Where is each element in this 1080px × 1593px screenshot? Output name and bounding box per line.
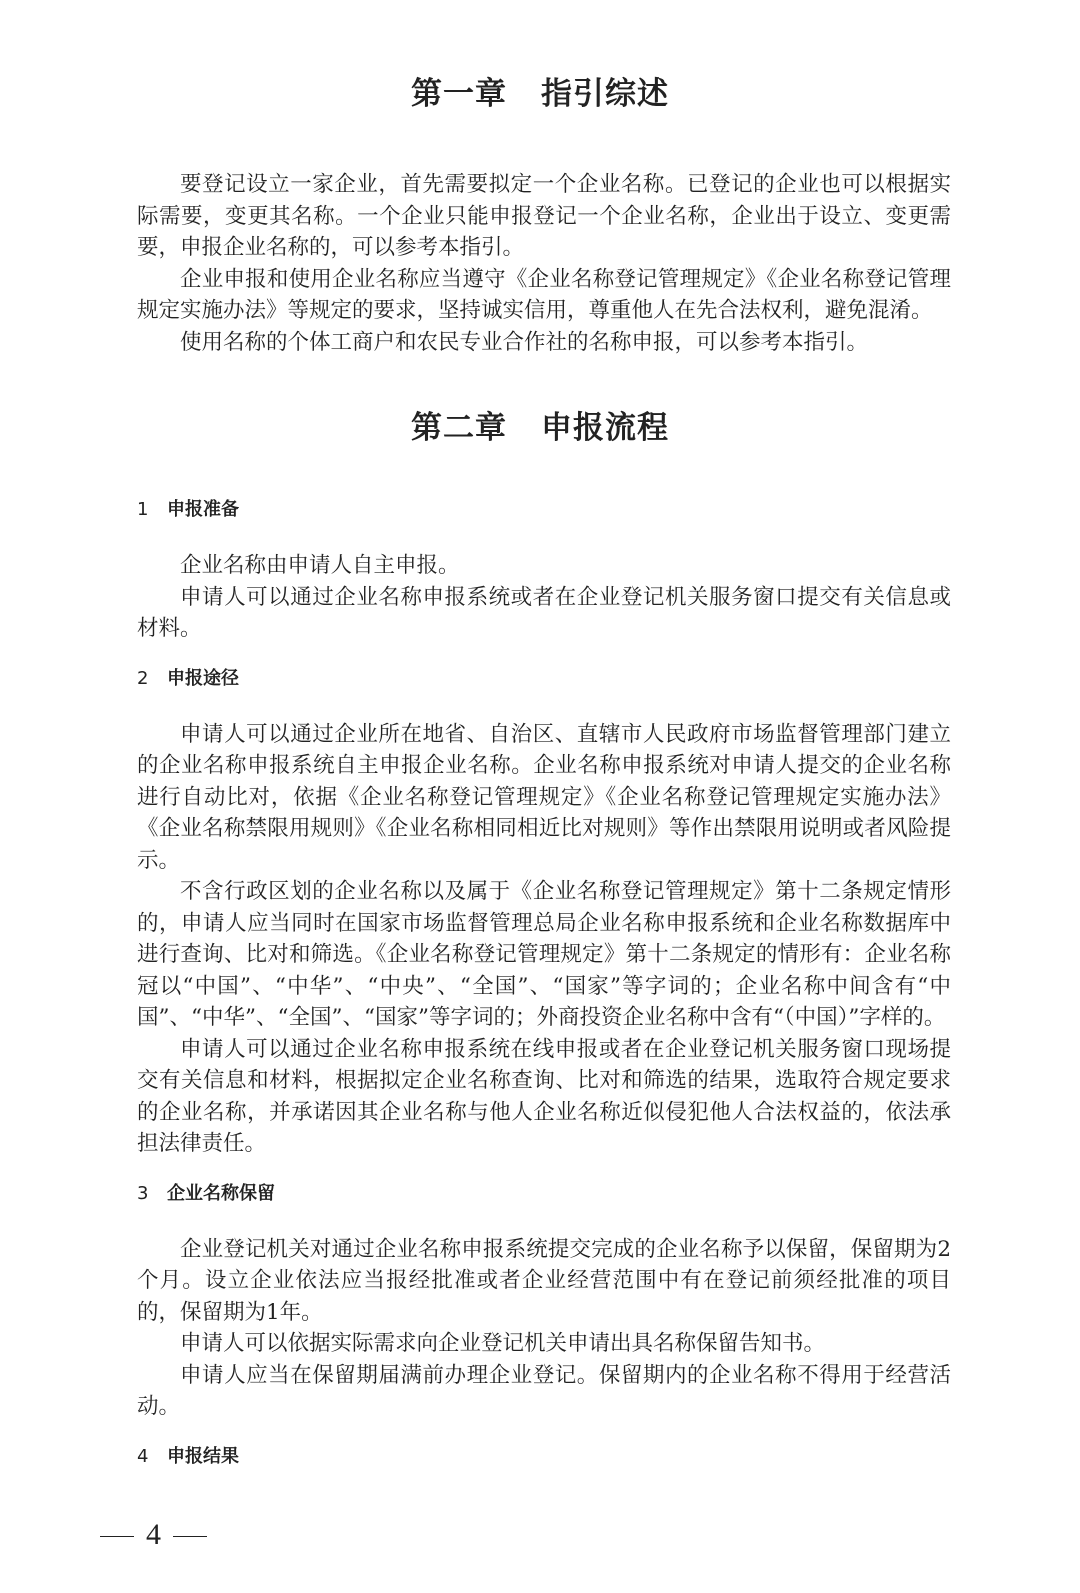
chapter-2-heading bbox=[0, 408, 1080, 448]
section-title: 申报准备 bbox=[167, 499, 239, 520]
chapter-1-body bbox=[137, 169, 951, 358]
section-3-body bbox=[137, 1234, 951, 1423]
section-1-body bbox=[137, 550, 951, 645]
chapter-title: 申报流程 bbox=[541, 410, 669, 446]
paragraph: 申请人可以通过企业所在地省、自治区、直辖市人民政府市场监督管理部门建立的企业名称申报系统自主申报企业名称。企业名称申报系统对申请人提交的企业名称进行自动比对，依据《企业名称登记管理规定》《企业名称登记管理规定实施办法》《企业名称禁限用规则》《企业名称相同相近比对规则》等作出禁限用说明或者风险提示。 bbox=[137, 721, 951, 873]
section-2-body bbox=[137, 719, 951, 1160]
footer-dash bbox=[100, 1536, 134, 1538]
section-heading bbox=[137, 1445, 1080, 1469]
chapter-1-heading bbox=[0, 74, 1080, 114]
paragraph: 使用名称的个体工商户和农民专业合作社的名称申报，可以参考本指引。 bbox=[180, 329, 869, 355]
footer-dash bbox=[173, 1536, 207, 1538]
section-heading bbox=[137, 1182, 1080, 1206]
paragraph: 申请人可以通过企业名称申报系统或者在企业登记机关服务窗口提交有关信息或材料。 bbox=[137, 584, 951, 641]
page-number: 4 bbox=[146, 1517, 161, 1551]
section-number: 3 bbox=[137, 1182, 149, 1204]
section-number: 1 bbox=[137, 499, 149, 520]
chapter-number: 第二章 bbox=[411, 410, 507, 446]
paragraph: 企业名称由申请人自主申报。 bbox=[180, 553, 460, 578]
paragraph: 申请人应当在保留期届满前办理企业登记。保留期内的企业名称不得用于经营活动。 bbox=[137, 1362, 951, 1419]
paragraph: 申请人可以通过企业名称申报系统在线申报或者在企业登记机关服务窗口现场提交有关信息和材料，根据拟定企业名称查询、比对和筛选的结果，选取符合规定要求的企业名称，并承诺因其企业名称与他人企业名称近似侵犯他人合法权益的，依法承担法律责任。 bbox=[137, 1036, 951, 1156]
chapter-title: 指引综述 bbox=[541, 76, 669, 112]
section-title: 申报途径 bbox=[167, 667, 239, 689]
page-footer bbox=[88, 1497, 1080, 1553]
paragraph: 企业申报和使用企业名称应当遵守《企业名称登记管理规定》《企业名称登记管理规定实施办法》等规定的要求，坚持诚实信用，尊重他人在先合法权利，避免混淆。 bbox=[137, 266, 951, 323]
section-number: 4 bbox=[137, 1445, 149, 1467]
paragraph: 不含行政区划的企业名称以及属于《企业名称登记管理规定》第十二条规定情形的，申请人应当同时在国家市场监督管理总局企业名称申报系统和企业名称数据库中进行查询、比对和筛选。《企业名称登记管理规定》第十二条规定的情形有：企业名称冠以“中国”、“中华”、“中央”、“全国”、“国家”等字词的；企业名称中间含有“中国”、“中华”、“全国”、“国家”等字词的；外商投资企业名称中含有“（中国）”字样的。 bbox=[137, 879, 951, 1030]
section-heading bbox=[137, 498, 1080, 522]
paragraph: 申请人可以依据实际需求向企业登记机关申请出具名称保留告知书。 bbox=[180, 1331, 826, 1356]
chapter-number: 第一章 bbox=[411, 76, 507, 112]
section-title: 企业名称保留 bbox=[167, 1182, 275, 1204]
section-title: 申报结果 bbox=[167, 1445, 239, 1467]
section-number: 2 bbox=[137, 667, 149, 689]
section-heading bbox=[137, 667, 1080, 691]
paragraph: 企业登记机关对通过企业名称申报系统提交完成的企业名称予以保留，保留期为2个月。设立企业依法应当报经批准或者企业经营范围中有在登记前须经批准的项目的，保留期为1年。 bbox=[137, 1236, 951, 1325]
paragraph: 要登记设立一家企业，首先需要拟定一个企业名称。已登记的企业也可以根据实际需要，变更其名称。一个企业只能申报登记一个企业名称，企业出于设立、变更需要，申报企业名称的，可以参考本指引。 bbox=[137, 172, 951, 260]
